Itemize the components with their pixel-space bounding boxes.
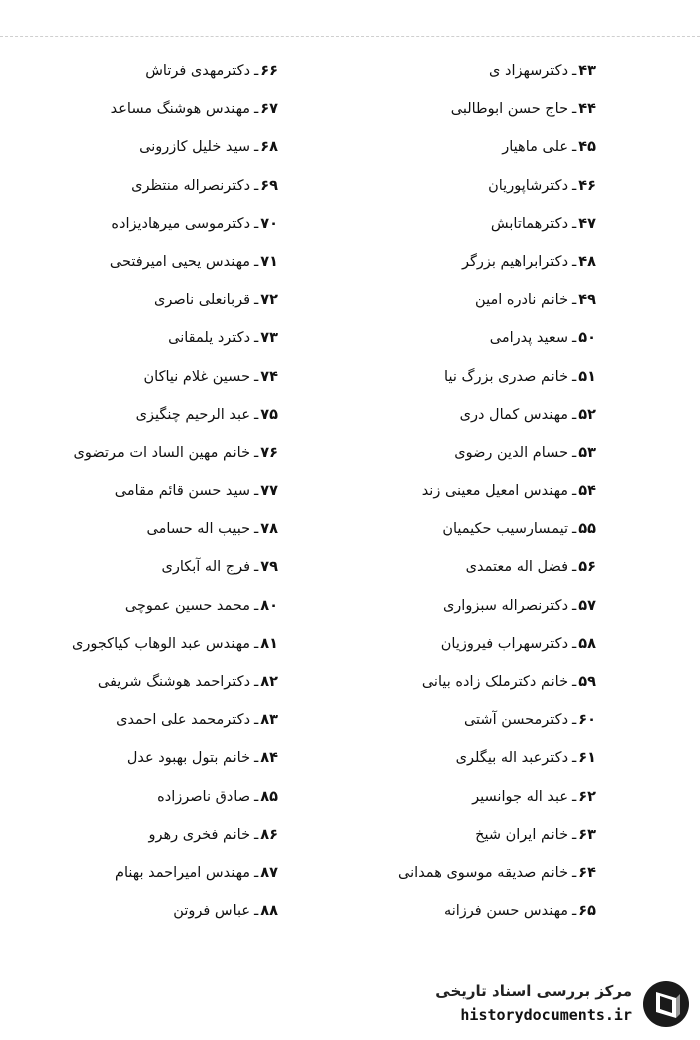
list-item — [296, 281, 596, 319]
list-item-name: صادق ناصرزاده — [157, 788, 251, 805]
list-item-number: ۸۴ — [260, 750, 278, 767]
list-item-dash: ـ — [254, 750, 259, 767]
list-item-name: دکترمهدی فرتاش — [145, 63, 251, 79]
list-item-name: خانم نادره امین — [475, 292, 569, 309]
list-item-dash: ـ — [572, 177, 577, 194]
list-item — [296, 167, 596, 205]
list-item-number: ۴۷ — [578, 215, 596, 232]
list-item — [296, 701, 596, 739]
list-item-number: ۵۳ — [578, 444, 596, 461]
list-item-name: مهندس امیراحمد بهنام — [115, 864, 251, 881]
list-item-dash: ـ — [254, 712, 259, 729]
list-item-dash: ـ — [254, 215, 259, 232]
list-item-number: ۴۹ — [578, 292, 596, 309]
list-item-dash: ـ — [254, 635, 259, 652]
list-item — [18, 319, 278, 357]
list-item — [296, 90, 596, 128]
list-item-dash: ـ — [572, 406, 577, 423]
list-item — [18, 90, 278, 128]
list-item-name: علی ماهیار — [502, 139, 569, 156]
list-item-dash: ـ — [254, 826, 259, 843]
list-item — [18, 701, 278, 739]
list-item-dash: ـ — [572, 712, 577, 729]
list-item — [18, 816, 278, 854]
list-item-number: ۸۸ — [260, 903, 278, 920]
list-item — [296, 663, 596, 701]
list-item-number: ۷۱ — [260, 253, 278, 270]
list-item-number: ۵۹ — [578, 674, 596, 690]
names-column-right — [296, 52, 596, 930]
list-item-number: ۷۹ — [260, 559, 278, 576]
list-item-dash: ـ — [254, 406, 259, 423]
list-item-number: ۵۱ — [578, 368, 596, 385]
list-item — [18, 854, 278, 892]
list-item-name: دکترسهزاد ی — [489, 63, 569, 79]
list-item-dash: ـ — [572, 521, 577, 538]
list-item — [18, 281, 278, 319]
list-item — [18, 625, 278, 663]
list-item-number: ۵۵ — [578, 521, 596, 538]
list-item-dash: ـ — [254, 559, 259, 576]
list-item — [18, 510, 278, 548]
list-item-dash: ـ — [572, 292, 577, 309]
list-item-dash: ـ — [254, 903, 259, 920]
list-item — [296, 778, 596, 816]
list-item-dash: ـ — [254, 864, 259, 881]
list-item-number: ۸۵ — [260, 788, 278, 805]
list-item-name: خانم صدیقه موسوی همدانی — [398, 864, 569, 881]
list-item-name: عباس فروتن — [173, 903, 251, 920]
list-item — [18, 167, 278, 205]
list-item-number: ۸۲ — [260, 674, 278, 690]
list-item-number: ۷۶ — [260, 444, 278, 461]
list-item-dash: ـ — [254, 444, 259, 461]
list-item-name: خانم فخری رهرو — [148, 826, 251, 843]
page-top-border — [0, 36, 700, 37]
footer-watermark — [435, 978, 690, 1032]
list-item-dash: ـ — [572, 444, 577, 461]
list-item — [296, 358, 596, 396]
list-item-dash: ـ — [254, 63, 259, 79]
list-item-name: دکترشاپوریان — [488, 177, 569, 194]
list-item-dash: ـ — [572, 139, 577, 156]
list-item-name: سید خلیل کازرونی — [139, 139, 251, 156]
list-item — [296, 319, 596, 357]
list-item — [18, 243, 278, 281]
list-item-number: ۷۵ — [260, 406, 278, 423]
list-item-dash: ـ — [572, 635, 577, 652]
list-item — [296, 587, 596, 625]
list-item-number: ۷۳ — [260, 330, 278, 347]
list-item-dash: ـ — [254, 101, 259, 118]
list-item-dash: ـ — [572, 864, 577, 881]
list-item — [296, 739, 596, 777]
list-item-name: حسین غلام نیاکان — [143, 368, 251, 385]
list-item-name: فرج اله آبکاری — [161, 559, 251, 576]
list-item — [296, 625, 596, 663]
list-item-name: مهندس یحیی امیرفتحی — [109, 253, 251, 270]
footer-url: historydocuments.ir — [460, 1006, 632, 1024]
list-item — [18, 892, 278, 930]
list-item-number: ۸۷ — [260, 864, 278, 881]
list-item-number: ۶۴ — [578, 864, 596, 881]
list-item-dash: ـ — [254, 368, 259, 385]
list-item-number: ۴۶ — [578, 177, 596, 194]
list-item — [18, 52, 278, 90]
list-item — [18, 358, 278, 396]
list-item — [18, 663, 278, 701]
list-item — [296, 548, 596, 586]
list-item-name: مهندس حسن فرزانه — [443, 903, 569, 920]
list-item-name: حسام الدین رضوی — [454, 444, 569, 461]
list-item — [296, 472, 596, 510]
list-item-name: مهندس امعیل معینی زند — [421, 483, 569, 500]
list-item — [296, 52, 596, 90]
list-item-number: ۷۴ — [260, 368, 278, 385]
list-item-dash: ـ — [572, 63, 577, 79]
list-item-dash: ـ — [572, 559, 577, 576]
list-item-dash: ـ — [254, 788, 259, 805]
list-item-dash: ـ — [572, 483, 577, 500]
list-item-number: ۸۶ — [260, 826, 278, 843]
list-item — [18, 434, 278, 472]
list-item-number: ۶۵ — [578, 903, 596, 920]
list-item-name: فضل اله معتمدی — [465, 559, 569, 576]
list-item-name: دکترمحسن آشتی — [463, 712, 569, 729]
archive-logo-icon — [642, 980, 690, 1028]
list-item-number: ۴۴ — [578, 101, 596, 118]
list-item-number: ۵۴ — [578, 483, 596, 500]
list-item — [18, 472, 278, 510]
list-item — [18, 548, 278, 586]
list-item — [296, 434, 596, 472]
list-item-name: حاج حسن ابوطالبی — [450, 101, 569, 118]
list-item-name: تیمسارسیب حکیمیان — [442, 521, 569, 538]
list-item-number: ۶۲ — [578, 788, 596, 805]
list-item-number: ۵۶ — [578, 559, 596, 576]
list-item — [296, 892, 596, 930]
list-item-number: ۵۰ — [578, 330, 596, 347]
list-item-name: مهندس عبد الوهاب کیاکجوری — [71, 635, 251, 652]
list-item — [18, 128, 278, 166]
names-column-left — [18, 52, 278, 930]
list-item-dash: ـ — [572, 215, 577, 232]
list-item-name: مهندس هوشنگ مساعد — [110, 101, 251, 118]
list-item-number: ۶۹ — [260, 177, 278, 194]
list-item-dash: ـ — [254, 139, 259, 156]
list-item-number: ۶۸ — [260, 139, 278, 156]
list-item-name: خانم مهین الساد ات مرتضوی — [73, 444, 251, 461]
list-item-name: دکترابراهیم بزرگر — [461, 253, 569, 270]
list-item-number: ۵۷ — [578, 597, 596, 614]
list-item-number: ۸۳ — [260, 712, 278, 729]
list-item-name: مهندس کمال دری — [459, 406, 569, 423]
list-item-name: حبیب اله حسامی — [146, 521, 251, 538]
list-item-dash: ـ — [572, 597, 577, 614]
list-item-number: ۴۳ — [578, 63, 596, 79]
list-item-number: ۶۰ — [578, 712, 596, 729]
list-item-number: ۷۸ — [260, 521, 278, 538]
list-item-dash: ـ — [572, 826, 577, 843]
list-item-name: خانم دکترملک زاده بیانی — [421, 674, 569, 690]
list-item-number: ۶۷ — [260, 101, 278, 118]
list-item-dash: ـ — [254, 674, 259, 690]
list-item — [296, 243, 596, 281]
list-item-number: ۸۰ — [260, 597, 278, 614]
list-item-dash: ـ — [572, 253, 577, 270]
list-item — [296, 816, 596, 854]
list-item — [18, 396, 278, 434]
list-item — [296, 205, 596, 243]
list-item — [18, 205, 278, 243]
list-item-name: دکترد یلمقانی — [168, 330, 251, 347]
list-item-number: ۷۰ — [260, 215, 278, 232]
list-item-dash: ـ — [254, 597, 259, 614]
list-item-number: ۷۲ — [260, 292, 278, 309]
list-item-name: دکترعبد اله بیگلری — [455, 750, 569, 767]
list-item-name: خانم ایران شیخ — [475, 826, 569, 843]
footer-title: مرکز بررسی اسناد تاریخی — [435, 982, 632, 1000]
list-item — [296, 396, 596, 434]
list-item-name: سعید پدرامی — [489, 330, 569, 347]
list-item-name: عبد الرحیم چنگیزی — [135, 406, 251, 423]
list-item-name: دکترسهراب فیروزیان — [440, 635, 569, 652]
list-item-number: ۴۸ — [578, 253, 596, 270]
list-item-dash: ـ — [572, 674, 577, 690]
list-item-dash: ـ — [572, 368, 577, 385]
list-item-dash: ـ — [254, 521, 259, 538]
list-item-number: ۷۷ — [260, 483, 278, 500]
list-item-name: دکترهماتابش — [490, 215, 569, 232]
list-item-dash: ـ — [572, 903, 577, 920]
list-item-number: ۵۸ — [578, 635, 596, 652]
list-item-number: ۶۶ — [260, 63, 278, 79]
list-item-name: سید حسن قائم مقامی — [114, 483, 251, 500]
list-item-dash: ـ — [254, 253, 259, 270]
list-item-dash: ـ — [254, 177, 259, 194]
list-item-name: دکترمحمد علی احمدی — [116, 712, 251, 729]
list-item-name: خانم صدری بزرگ نیا — [444, 368, 569, 385]
list-item — [18, 778, 278, 816]
list-item-dash: ـ — [572, 330, 577, 347]
list-item-number: ۵۲ — [578, 406, 596, 423]
list-item-number: ۸۱ — [260, 635, 278, 652]
list-item — [296, 854, 596, 892]
list-item — [18, 739, 278, 777]
list-item-name: دکترنصراله سبزواری — [442, 597, 569, 614]
list-item-dash: ـ — [572, 101, 577, 118]
list-item-number: ۶۱ — [578, 750, 596, 767]
list-item — [296, 510, 596, 548]
list-item-number: ۴۵ — [578, 139, 596, 156]
list-item-number: ۶۳ — [578, 826, 596, 843]
list-item-name: دکترموسی میرهادیزاده — [111, 215, 251, 232]
list-item-dash: ـ — [254, 292, 259, 309]
list-item — [18, 587, 278, 625]
list-item-name: دکترنصراله منتظری — [131, 177, 251, 194]
list-item-dash: ـ — [254, 483, 259, 500]
list-item-name: محمد حسین عموچی — [124, 597, 251, 614]
list-item-dash: ـ — [572, 788, 577, 805]
list-item-name: دکتراحمد هوشنگ شریفی — [97, 674, 251, 690]
list-item-name: قربانعلی ناصری — [154, 292, 251, 309]
list-item-dash: ـ — [254, 330, 259, 347]
list-item-name: عبد اله جوانسیر — [472, 788, 569, 805]
list-item-name: خانم بتول بهبود عدل — [126, 750, 251, 767]
list-item — [296, 128, 596, 166]
list-item-dash: ـ — [572, 750, 577, 767]
